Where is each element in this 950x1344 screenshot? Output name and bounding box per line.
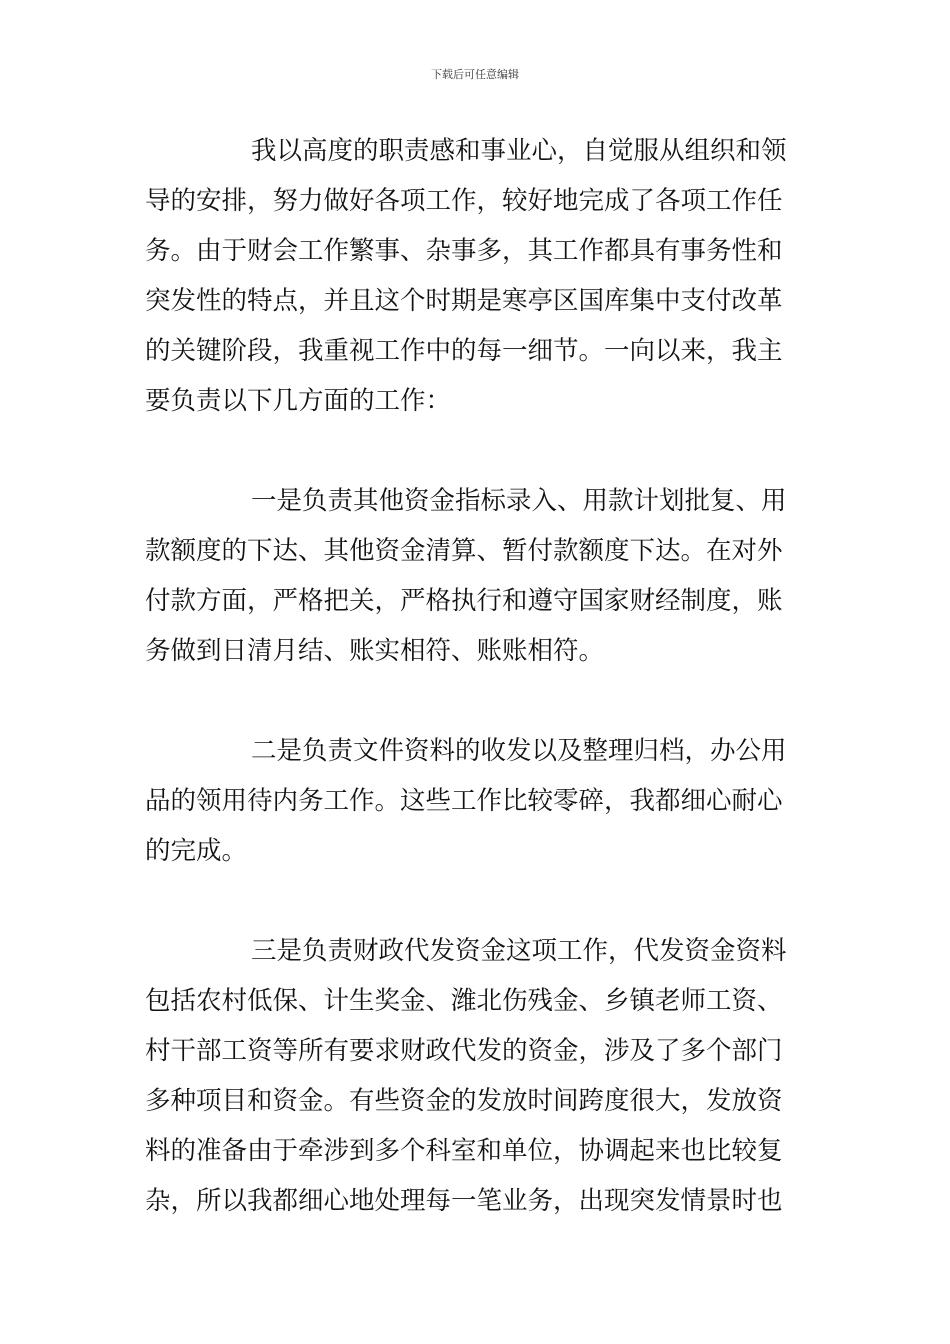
- text-line: 二是负责文件资料的收发以及整理归档，办公用: [251, 736, 787, 766]
- text-line: 包括农村低保、计生奖金、潍北伤残金、乡镇老师工资、: [145, 986, 783, 1016]
- text-line: 品的领用待内务工作。这些工作比较零碎，我都细心耐心: [145, 786, 783, 816]
- text-line: 款额度的下达、其他资金清算、暂付款额度下达。在对外: [145, 536, 783, 566]
- text-line: 村干部工资等所有要求财政代发的资金，涉及了多个部门: [145, 1036, 783, 1066]
- document-body: [145, 126, 807, 1276]
- text-line: 料的准备由于牵涉到多个科室和单位，协调起来也比较复: [145, 1136, 783, 1166]
- text-line: 突发性的特点，并且这个时期是寒亭区国库集中支付改革: [145, 286, 783, 316]
- text-line: 多种项目和资金。有些资金的发放时间跨度很大，发放资: [145, 1086, 783, 1116]
- text-line: 务。由于财会工作繁事、杂事多，其工作都具有事务性和: [145, 236, 783, 266]
- text-line: 的关键阶段，我重视工作中的每一细节。一向以来，我主: [145, 336, 783, 366]
- text-line: 付款方面，严格把关，严格执行和遵守国家财经制度，账: [145, 586, 783, 616]
- text-line: 务做到日清月结、账实相符、账账相符。: [145, 636, 605, 666]
- text-line: 的完成。: [145, 836, 248, 866]
- paragraph-3: [145, 726, 807, 876]
- header-note: 下载后可任意编辑: [431, 68, 519, 81]
- text-line: 导的安排，努力做好各项工作，较好地完成了各项工作任: [145, 186, 783, 216]
- text-line: 一是负责其他资金指标录入、用款计划批复、用: [251, 486, 787, 516]
- text-line: 我以高度的职责感和事业心，自觉服从组织和领: [251, 136, 787, 166]
- paragraph-4: [145, 926, 807, 1226]
- paragraph-2: [145, 476, 807, 676]
- paragraph-1: [145, 126, 807, 426]
- text-line: 要负责以下几方面的工作：: [145, 386, 452, 416]
- text-line: 杂，所以我都细心地处理每一笔业务，出现突发情景时也: [145, 1186, 783, 1216]
- text-line: 三是负责财政代发资金这项工作，代发资金资料: [251, 936, 787, 966]
